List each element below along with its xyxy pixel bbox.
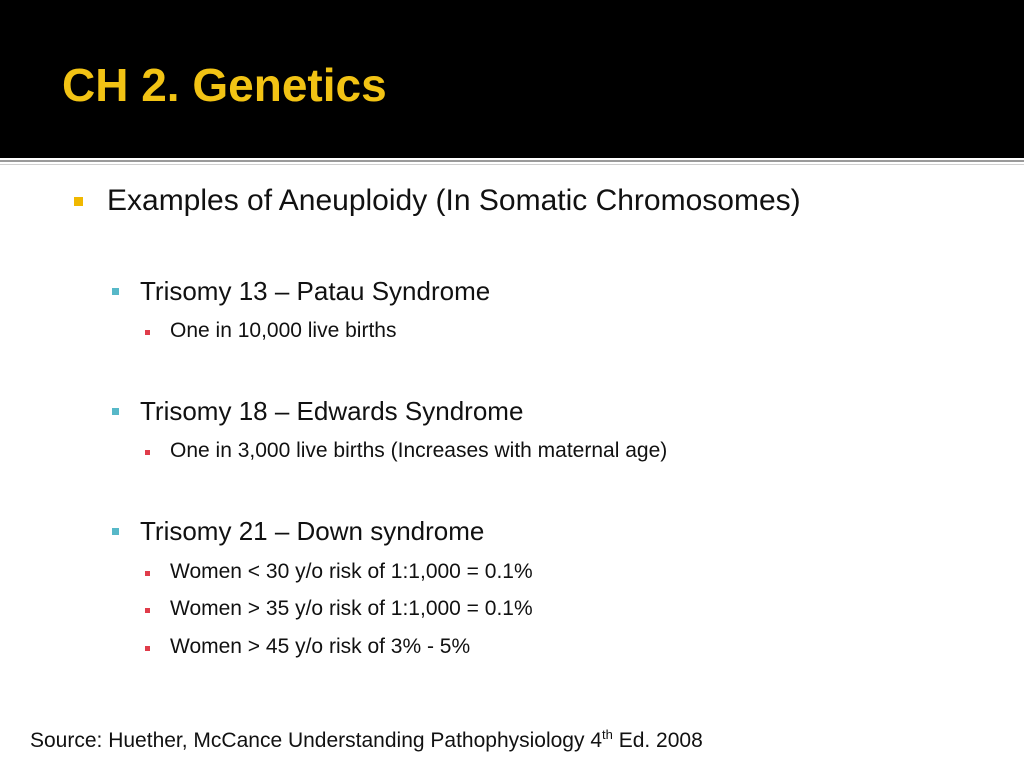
bullet-level2-icon bbox=[112, 408, 119, 415]
title-bar bbox=[0, 0, 1024, 158]
slide-title: CH 2. Genetics bbox=[62, 59, 387, 111]
title-divider-light bbox=[0, 164, 1024, 165]
trisomy-18-label: Trisomy 18 – Edwards Syndrome bbox=[140, 396, 524, 426]
bullet-level1-icon bbox=[74, 197, 83, 206]
trisomy-21-detail-3: Women > 45 y/o risk of 3% - 5% bbox=[170, 635, 471, 658]
bullet-level2-icon bbox=[112, 288, 119, 295]
main-bullet-text: Examples of Aneuploidy (In Somatic Chromosomes) bbox=[107, 184, 801, 217]
bullet-level3-icon bbox=[145, 450, 150, 455]
trisomy-21-label: Trisomy 21 – Down syndrome bbox=[140, 516, 485, 546]
trisomy-13-detail: One in 10,000 live births bbox=[170, 319, 397, 342]
source-suffix: Ed. 2008 bbox=[612, 729, 703, 752]
trisomy-18-detail: One in 3,000 live births (Increases with maternal age) bbox=[170, 439, 668, 462]
bullet-level3-icon bbox=[145, 571, 150, 576]
trisomy-21-detail-1: Women < 30 y/o risk of 1:1,000 = 0.1% bbox=[170, 560, 533, 583]
trisomy-21-detail-2: Women > 35 y/o risk of 1:1,000 = 0.1% bbox=[170, 597, 533, 620]
bullet-level3-icon bbox=[145, 608, 150, 613]
title-divider bbox=[0, 160, 1024, 162]
bullet-level3-icon bbox=[145, 646, 150, 651]
source-text: Source: Huether, McCance Understanding Pathophysiology 4 bbox=[30, 729, 603, 752]
bullet-level3-icon bbox=[145, 330, 150, 335]
source-citation bbox=[30, 729, 703, 753]
source-superscript: th bbox=[602, 727, 613, 742]
trisomy-13-label: Trisomy 13 – Patau Syndrome bbox=[140, 276, 491, 306]
bullet-level2-icon bbox=[112, 528, 119, 535]
